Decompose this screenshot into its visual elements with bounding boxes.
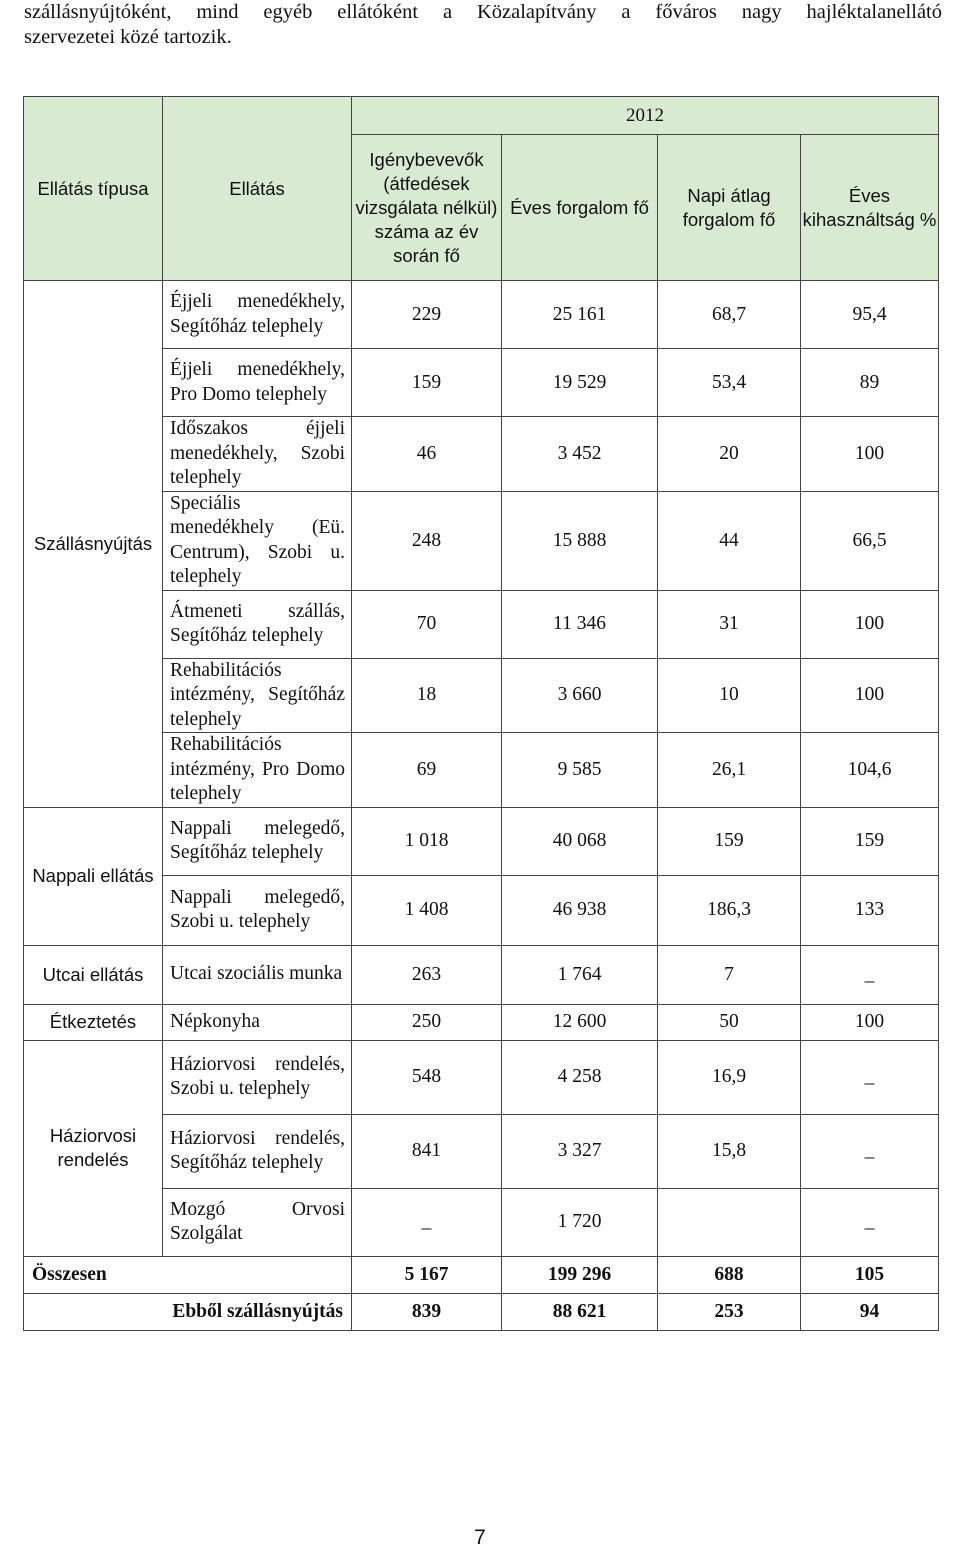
group-gp: Háziorvosi rendelés [24, 1040, 163, 1256]
header-service: Ellátás [163, 97, 352, 281]
users-cell: 1 018 [352, 807, 502, 875]
group-street: Utcai ellátás [24, 945, 163, 1004]
annual-cell: 4 258 [502, 1040, 658, 1114]
intro-line-1: szállásnyújtóként, mind egyéb ellátóként a Közalapítvány a főváros nagy hajléktalanellátó [24, 1, 942, 23]
users-cell: 841 [352, 1114, 502, 1188]
daily-cell: 26,1 [658, 733, 801, 808]
header-util: Éves kihasználtság % [801, 135, 939, 281]
users-cell: 248 [352, 491, 502, 590]
service-cell: Rehabilitációs intézmény, Pro Domo telephely [163, 733, 352, 808]
total-row [24, 1256, 939, 1293]
users-cell: _ [352, 1188, 502, 1256]
header-users: Igénybevevők (átfedések vizsgálata nélkül) száma az év során fő [352, 135, 502, 281]
daily-cell [658, 1188, 801, 1256]
header-type: Ellátás típusa [24, 97, 163, 281]
annual-cell: 1 720 [502, 1188, 658, 1256]
table-row [24, 807, 939, 875]
users-cell: 70 [352, 590, 502, 658]
daily-cell: 10 [658, 658, 801, 733]
util-cell: 100 [801, 658, 939, 733]
annual-cell: 9 585 [502, 733, 658, 808]
annual-cell: 1 764 [502, 945, 658, 1004]
users-cell: 263 [352, 945, 502, 1004]
users-cell: 18 [352, 658, 502, 733]
group-catering: Étkeztetés [24, 1004, 163, 1040]
annual-cell: 3 327 [502, 1114, 658, 1188]
daily-cell: 53,4 [658, 349, 801, 417]
annual-cell: 12 600 [502, 1004, 658, 1040]
users-cell: 69 [352, 733, 502, 808]
group-day-care: Nappali ellátás [24, 807, 163, 945]
services-table [23, 96, 939, 1331]
service-cell: Nappali melegedő, Segítőház telephely [163, 807, 352, 875]
subtotal-users: 839 [352, 1293, 502, 1330]
daily-cell: 44 [658, 491, 801, 590]
annual-cell: 25 161 [502, 281, 658, 349]
users-cell: 229 [352, 281, 502, 349]
users-cell: 548 [352, 1040, 502, 1114]
users-cell: 250 [352, 1004, 502, 1040]
subtotal-annual: 88 621 [502, 1293, 658, 1330]
annual-cell: 19 529 [502, 349, 658, 417]
service-cell: Éjjeli menedékhely, Segítőház telephely [163, 281, 352, 349]
annual-cell: 3 660 [502, 658, 658, 733]
daily-cell: 159 [658, 807, 801, 875]
service-cell: Éjjeli menedékhely, Pro Domo telephely [163, 349, 352, 417]
annual-cell: 46 938 [502, 875, 658, 945]
util-cell: 95,4 [801, 281, 939, 349]
util-cell: _ [801, 945, 939, 1004]
util-cell: _ [801, 1188, 939, 1256]
total-label: Összesen [24, 1256, 352, 1293]
annual-cell: 11 346 [502, 590, 658, 658]
service-cell: Háziorvosi rendelés, Segítőház telephely [163, 1114, 352, 1188]
daily-cell: 68,7 [658, 281, 801, 349]
util-cell: 100 [801, 1004, 939, 1040]
total-users: 5 167 [352, 1256, 502, 1293]
util-cell: 159 [801, 807, 939, 875]
page-number: 7 [474, 1526, 486, 1549]
daily-cell: 15,8 [658, 1114, 801, 1188]
intro-paragraph [24, 0, 942, 50]
daily-cell: 31 [658, 590, 801, 658]
util-cell: 100 [801, 590, 939, 658]
daily-cell: 16,9 [658, 1040, 801, 1114]
intro-line-2: szervezetei közé tartozik. [24, 26, 232, 48]
total-util: 105 [801, 1256, 939, 1293]
subtotal-util: 94 [801, 1293, 939, 1330]
header-daily: Napi átlag forgalom fő [658, 135, 801, 281]
daily-cell: 50 [658, 1004, 801, 1040]
util-cell: 89 [801, 349, 939, 417]
service-cell: Rehabilitációs intézmény, Segítőház telephely [163, 658, 352, 733]
users-cell: 1 408 [352, 875, 502, 945]
total-daily: 688 [658, 1256, 801, 1293]
annual-cell: 40 068 [502, 807, 658, 875]
header-year: 2012 [352, 97, 939, 135]
daily-cell: 186,3 [658, 875, 801, 945]
service-cell: Átmeneti szállás, Segítőház telephely [163, 590, 352, 658]
util-cell: 66,5 [801, 491, 939, 590]
util-cell: 133 [801, 875, 939, 945]
annual-cell: 15 888 [502, 491, 658, 590]
util-cell: _ [801, 1114, 939, 1188]
util-cell: 104,6 [801, 733, 939, 808]
daily-cell: 7 [658, 945, 801, 1004]
service-cell: Időszakos éjjeli menedékhely, Szobi telephely [163, 417, 352, 492]
service-cell: Utcai szociális munka [163, 945, 352, 1004]
subtotal-label: Ebből szállásnyújtás [24, 1293, 352, 1330]
subtotal-daily: 253 [658, 1293, 801, 1330]
users-cell: 159 [352, 349, 502, 417]
table-row [24, 281, 939, 349]
group-lodging: Szállásnyújtás [24, 281, 163, 808]
header-annual: Éves forgalom fő [502, 135, 658, 281]
util-cell: _ [801, 1040, 939, 1114]
annual-cell: 3 452 [502, 417, 658, 492]
users-cell: 46 [352, 417, 502, 492]
subtotal-row [24, 1293, 939, 1330]
table-row [24, 945, 939, 1004]
table-row [24, 1004, 939, 1040]
service-cell: Háziorvosi rendelés, Szobi u. telephely [163, 1040, 352, 1114]
table-row [24, 1040, 939, 1114]
total-annual: 199 296 [502, 1256, 658, 1293]
service-cell: Nappali melegedő, Szobi u. telephely [163, 875, 352, 945]
util-cell: 100 [801, 417, 939, 492]
service-cell: Speciális menedékhely (Eü. Centrum), Szobi u. telephely [163, 491, 352, 590]
daily-cell: 20 [658, 417, 801, 492]
service-cell: Népkonyha [163, 1004, 352, 1040]
service-cell: Mozgó Orvosi Szolgálat [163, 1188, 352, 1256]
